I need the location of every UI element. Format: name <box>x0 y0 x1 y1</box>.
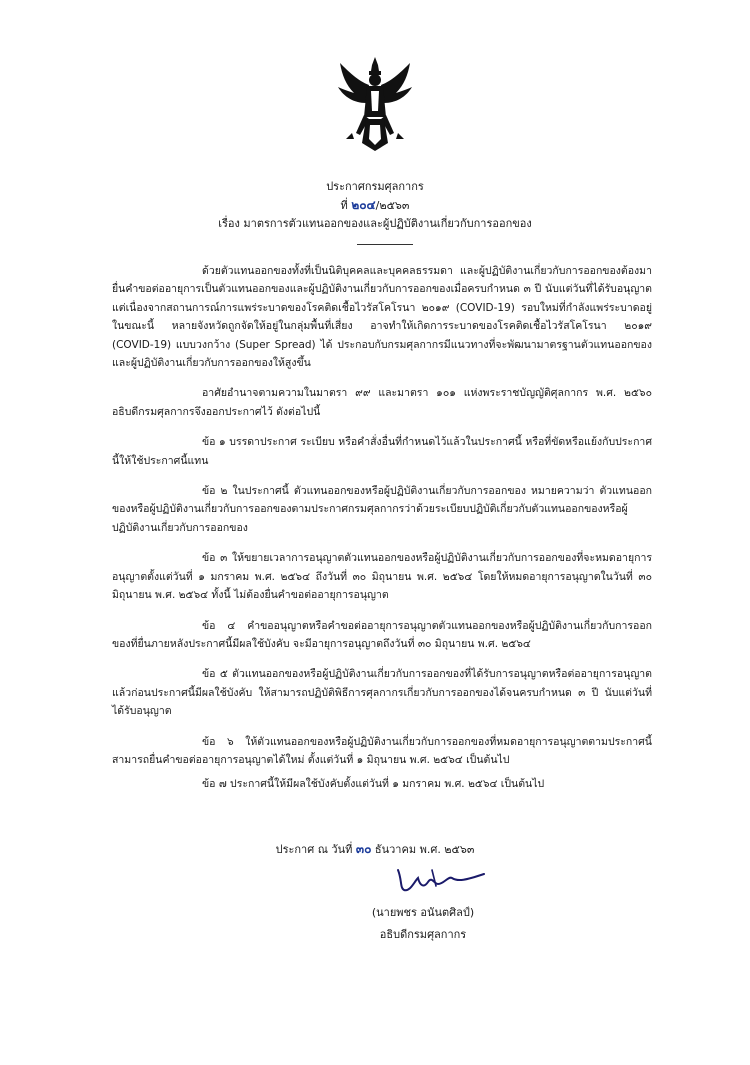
number-value: ๒๐๔ <box>351 198 376 212</box>
paragraph-clause-1: ข้อ ๑ บรรดาประกาศ ระเบียบ หรือคำสั่งอื่นที่กำหนดไว้แล้วในประกาศนี้ หรือที่ขัดหรือแย้งกับประกาศนี้ให้ใช้ประกาศนี้แทน <box>112 436 652 467</box>
paragraph-clause-3: ข้อ ๓ ให้ขยายเวลาการอนุญาตตัวแทนออกของหรือผู้ปฏิบัติงานเกี่ยวกับการออกของที่จะหมดอายุการอนุญาตตั้งแต่วันที่ ๑ มกราคม พ.ศ. ๒๕๖๔ ถึงวันที่ ๓๐ มิถุนายน พ.ศ. ๒๕๖๔ โดยให้หมดอายุการอนุญาตในวันที่ ๓๐ มิถุนายน พ.ศ. ๒๕๖๔ ทั้งนี้ ไม่ต้องยื่นคำขอต่ออายุการอนุญาต <box>112 552 652 602</box>
paragraph-clause-6: ข้อ ๖ ให้ตัวแทนออกของหรือผู้ปฏิบัติงานเกี่ยวกับการออกของที่หมดอายุการอนุญาตตามประกาศนี้ สามารถยื่นคำขอต่ออายุการอนุญาตได้ใหม่ ตั้งแต่วันที่ ๑ มิถุนายน พ.ศ. ๒๕๖๔ เป็นต้นไป <box>112 735 652 766</box>
announcement-title: ประกาศกรมศุลกากร <box>326 180 424 193</box>
date-rest: ธันวาคม พ.ศ. ๒๕๖๓ <box>374 843 475 856</box>
document-body <box>112 262 652 800</box>
paragraph-authority: อาศัยอำนาจตามความในมาตรา ๙๙ และมาตรา ๑๐๑ แห่งพระราชบัญญัติศุลกากร พ.ศ. ๒๕๖๐ อธิบดีกรมศุลกากรจึงออกประกาศไว้ ดังต่อไปนี้ <box>112 387 652 418</box>
announcement-date <box>0 840 750 859</box>
date-day: ๓๐ <box>355 842 372 856</box>
signer-title: อธิบดีกรมศุลกากร <box>379 928 467 941</box>
announcement-subject: เรื่อง มาตรการตัวแทนออกของและผู้ปฏิบัติงานเกี่ยวกับการออกของ <box>218 217 532 230</box>
garuda-emblem-icon <box>336 55 414 155</box>
paragraph-clause-4: ข้อ ๔ คำขออนุญาตหรือคำขอต่ออายุการอนุญาตตัวแทนออกของหรือผู้ปฏิบัติงานเกี่ยวกับการออกของที่ยื่นภายหลังประกาศนี้มีผลใช้บังคับ จะมีอายุการอนุญาตถึงวันที่ ๓๐ มิถุนายน พ.ศ. ๒๕๖๔ <box>112 619 652 650</box>
date-prefix: ประกาศ ณ วันที่ <box>275 843 353 856</box>
announcement-number <box>0 196 750 215</box>
paragraph-clause-5: ข้อ ๕ ตัวแทนออกของหรือผู้ปฏิบัติงานเกี่ยวกับการออกของที่ได้รับการอนุญาตหรือต่ออายุการอนุญาตแล้วก่อนประกาศนี้มีผลใช้บังคับ ให้สามารถปฏิบัติพิธีการศุลกากรเกี่ยวกับการออกของได้จนครบกำหนด ๓ ปี นับแต่วันที่ได้รับอนุญาต <box>112 668 652 718</box>
handwritten-signature-icon <box>392 860 492 896</box>
number-prefix: ที่ <box>340 199 348 212</box>
number-year: /๒๕๖๓ <box>375 199 410 212</box>
paragraph-clause-2: ข้อ ๒ ในประกาศนี้ ตัวแทนออกของหรือผู้ปฏิบัติงานเกี่ยวกับการออกของ หมายความว่า ตัวแทนออกของหรือผู้ปฏิบัติงานเกี่ยวกับการออกของตามประกาศกรมศุลกากรว่าด้วยระเบียบปฏิบัติเกี่ยวกับตัวแทนออกของหรือผู้ปฏิบัติงานเกี่ยวกับการออกของ <box>112 485 652 534</box>
signer-name: (นายพชร อนันตศิลป์) <box>371 906 475 919</box>
paragraph-preamble: ด้วยตัวแทนออกของทั้งที่เป็นนิติบุคคลและบุคคลธรรมดา และผู้ปฏิบัติงานเกี่ยวกับการออกของต้องมายื่นคำขอต่ออายุการเป็นตัวแทนออกของและผู้ปฏิบัติงานเกี่ยวกับการออกของเมื่อครบกำหนด ๓ ปี นับแต่วันที่ได้รับอนุญาต แต่เนื่องจากสถานการณ์การแพร่ระบาดของโรคติดเชื้อไวรัสโคโรนา ๒๐๑๙ (COVID-19) รอบใหม่ที่กำลังแพร่ระบาดอยู่ในขณะนี้ หลายจังหวัดถูกจัดให้อยู่ในกลุ่มพื้นที่เสี่ยง อาจทำให้เกิดการระบาดของโรคติดเชื้อไวรัสโคโรนา ๒๐๑๙ (COVID-19) แบบวงกว้าง (Super Spread) ได้ ประกอบกับกรมศุลกากรมีแนวทางที่จะพัฒนามาตรฐานตัวแทนออกของและผู้ปฏิบัติงานเกี่ยวกับการออกของให้สูงขึ้น <box>112 265 652 370</box>
paragraph-clause-7: ข้อ ๗ ประกาศนี้ให้มีผลใช้บังคับตั้งแต่วันที่ ๑ มกราคม พ.ศ. ๒๕๖๔ เป็นต้นไป <box>202 778 545 791</box>
header-divider <box>357 244 413 245</box>
